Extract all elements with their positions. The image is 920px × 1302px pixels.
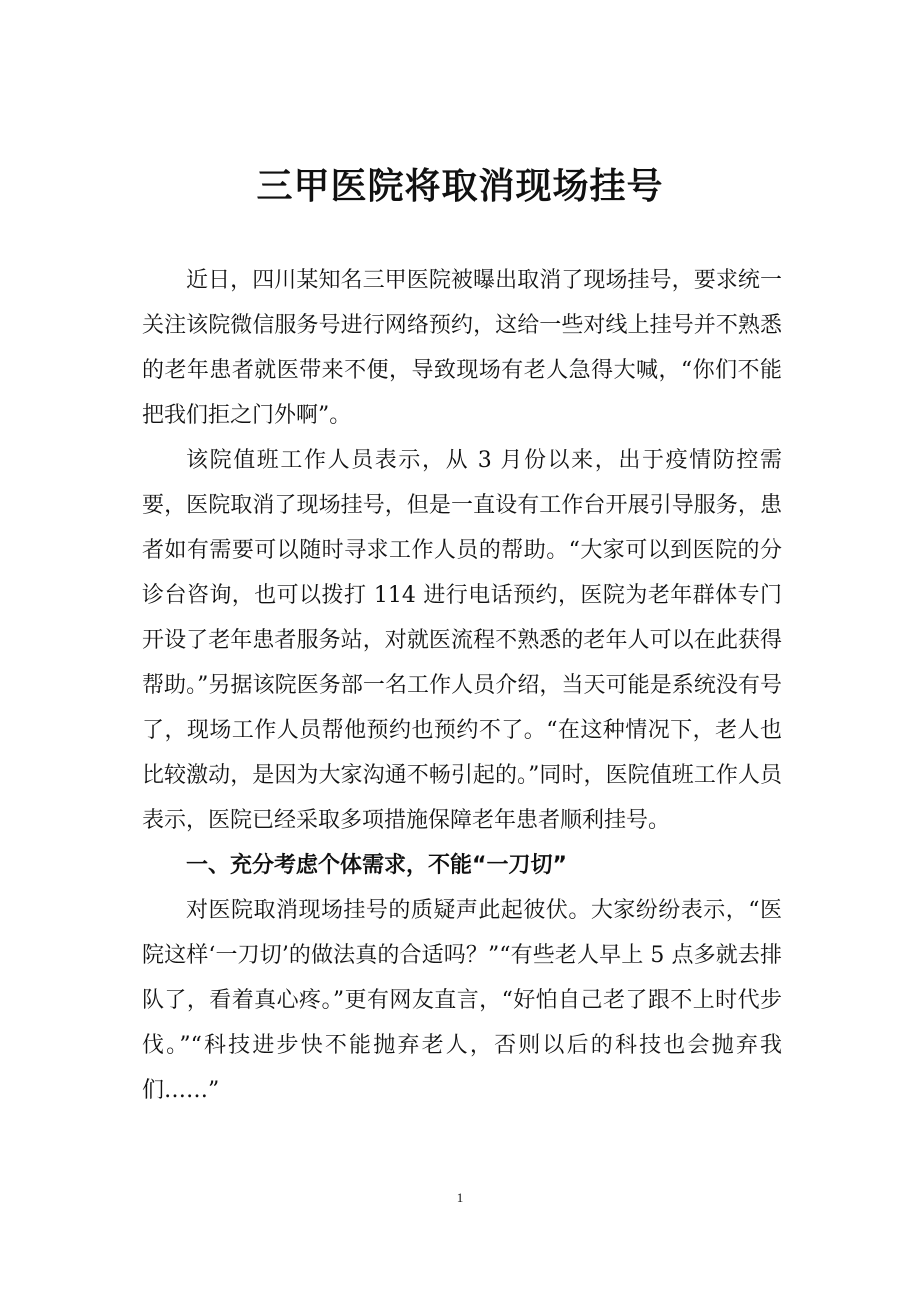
document-title: 三甲医院将取消现场挂号 bbox=[256, 165, 664, 207]
paragraph-1: 近日，四川某知名三甲医院被曝出取消了现场挂号，要求统一关注该院微信服务号进行网络预约，这给一些对线上挂号并不熟悉的老年患者就医带来不便，导致现场有老人急得大喊，“你们不能把我们拒之门外啊”。 bbox=[142, 268, 782, 428]
document-body bbox=[142, 258, 782, 1113]
section-heading: 一、充分考虑个体需求，不能“一刀切” bbox=[186, 853, 567, 878]
paragraph-2: 该院值班工作人员表示，从 3 月份以来，出于疫情防控需要，医院取消了现场挂号，但是一直设有工作台开展引导服务，患者如有需要可以随时寻求工作人员的帮助。“大家可以到医院的分诊台咨询，也可以拨打 114 进行电话预约，医院为老年群体专门开设了老年患者服务站，对就医流程不熟悉的老年人可以在此获得帮助。”另据该院医务部一名工作人员介绍，当天可能是系统没有号了，现场工作人员帮他预约也预约不了。“在这种情况下，老人也比较激动，是因为大家沟通不畅引起的。”同时，医院值班工作人员表示，医院已经采取多项措施保障老年患者顺利挂号。 bbox=[142, 448, 782, 833]
page-number: 1 bbox=[456, 1190, 464, 1205]
section-paragraph: 对医院取消现场挂号的质疑声此起彼伏。大家纷纷表示，“医院这样‘一刀切’的做法真的合适吗？”“有些老人早上 5 点多就去排队了，看着真心疼。”更有网友直言，“好怕自己老了跟不上时代步伐。”“科技进步快不能抛弃老人，否则以后的科技也会抛弃我们……” bbox=[142, 898, 782, 1103]
